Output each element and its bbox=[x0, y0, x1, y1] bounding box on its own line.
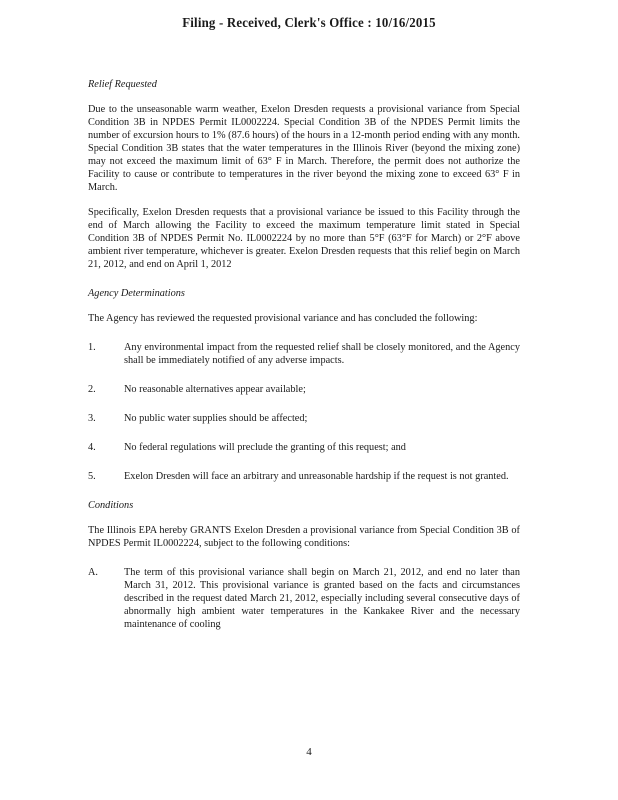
list-marker: 2. bbox=[88, 384, 96, 395]
list-text: No federal regulations will preclude the granting of this request; and bbox=[124, 442, 406, 453]
conditions-list bbox=[88, 566, 520, 631]
relief-paragraph-2: Specifically, Exelon Dresden requests that a provisional variance be issued to this Facility through the end of March allowing the Facility to exceed the maximum temperature limit stated in Special Condition 3B of NPDES Permit No. IL0002224 by no more than 5°F (63°F for March) or 2°F above ambient river temperature, whichever is greater. Exelon Dresden requests that this relief begin on March 21, 2012, and end on April 1, 2012 bbox=[88, 207, 520, 270]
condition-item-a bbox=[88, 566, 520, 631]
agency-determinations-heading: Agency Determinations bbox=[88, 288, 185, 299]
list-marker: A. bbox=[88, 567, 99, 578]
relief-paragraph-1: Due to the unseasonable warm weather, Exelon Dresden requests a provisional variance from Special Condition 3B in NPDES Permit IL0002224. Special Condition 3B of the NPDES Permit limits the number of excursion hours to 1% (87.6 hours) of the hours in a 12-month period ending with any month. Special Condition 3B states that the water temperatures in the Illinois River (beyond the mixing zone) may not exceed the maximum limit of 63° F in March. Therefore, the permit does not authorize the Facility to cause or contribute to temperatures in the river beyond the mixing zone to exceed 63° F in March. bbox=[88, 104, 520, 193]
list-marker: 4. bbox=[88, 442, 96, 453]
list-text: The term of this provisional variance shall begin on March 21, 2012, and end no later than March 31, 2012. This provisional variance is granted based on the facts and circumstances described in the request dated March 21, 2012, especially including several consecutive days of abnormally high ambient water temperatures in the Kankakee River and the necessary maintenance of cooling bbox=[124, 567, 520, 630]
page-number: 4 bbox=[306, 746, 312, 758]
conditions-heading: Conditions bbox=[88, 500, 134, 511]
list-marker: 5. bbox=[88, 471, 96, 482]
determination-item-1 bbox=[88, 341, 520, 367]
list-text: Any environmental impact from the requested relief shall be closely monitored, and the Agency shall be immediately notified of any adverse impacts. bbox=[124, 342, 520, 366]
determinations-list bbox=[88, 341, 520, 483]
determination-item-2 bbox=[88, 383, 520, 396]
filing-stamp: Filing - Received, Clerk's Office : 10/16/2015 bbox=[182, 16, 436, 31]
relief-requested-heading: Relief Requested bbox=[88, 79, 157, 90]
determination-item-4 bbox=[88, 441, 520, 454]
list-text: No public water supplies should be affected; bbox=[124, 413, 308, 424]
list-marker: 1. bbox=[88, 342, 96, 353]
list-marker: 3. bbox=[88, 413, 96, 424]
determination-item-3 bbox=[88, 412, 520, 425]
document-body bbox=[88, 78, 520, 647]
list-text: No reasonable alternatives appear available; bbox=[124, 384, 306, 395]
conditions-intro: The Illinois EPA hereby GRANTS Exelon Dresden a provisional variance from Special Condition 3B of NPDES Permit IL0002224, subject to the following conditions: bbox=[88, 525, 520, 549]
list-text: Exelon Dresden will face an arbitrary and unreasonable hardship if the request is not granted. bbox=[124, 471, 509, 482]
determinations-intro: The Agency has reviewed the requested provisional variance and has concluded the following: bbox=[88, 313, 478, 324]
determination-item-5 bbox=[88, 470, 520, 483]
